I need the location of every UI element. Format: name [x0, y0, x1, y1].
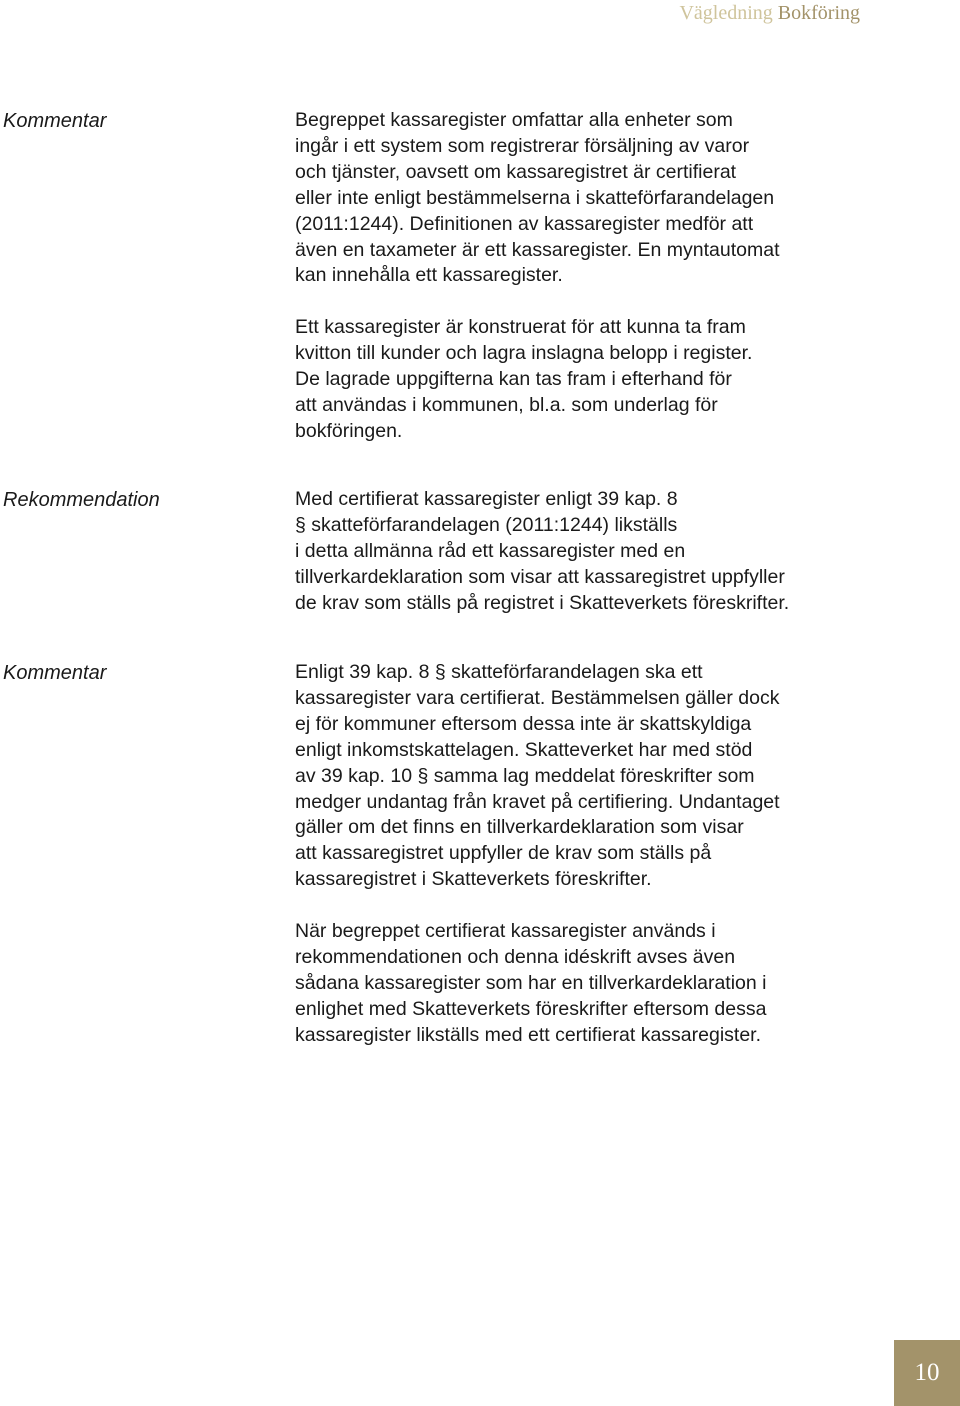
text-line: ej för kommuner eftersom dessa inte är skattskyldiga — [295, 712, 752, 735]
text-line: eller inte enligt bestämmelserna i skatteförfarandelagen — [295, 186, 775, 209]
paragraph — [295, 487, 855, 617]
page-number-box — [894, 1340, 960, 1406]
text-line: även en taxameter är ett kassaregister. En myntautomat — [295, 238, 780, 261]
text-line: de krav som ställs på registret i Skatteverkets föreskrifter. — [295, 591, 790, 614]
text-line: ingår i ett system som registrerar försäljning av varor — [295, 134, 750, 157]
section-body — [295, 487, 855, 617]
text-line: att användas i kommunen, bl.a. som underlag för — [295, 393, 718, 416]
text-line: enlighet med Skatteverkets föreskrifter eftersom dessa — [295, 997, 767, 1020]
text-line: (2011:1244). Definitionen av kassaregister medför att — [295, 212, 754, 235]
text-line: Med certifierat kassaregister enligt 39 kap. 8 — [295, 488, 678, 510]
text-line: kvitton till kunder och lagra inslagna belopp i register. — [295, 342, 753, 365]
text-line: Ett kassaregister är konstruerat för att kunna ta fram — [295, 316, 746, 339]
text-line: När begreppet certifierat kassaregister används i — [295, 920, 716, 943]
text-line: sådana kassaregister som har en tillverkardeklaration i — [295, 971, 767, 994]
header-topic-label: Bokföring — [777, 2, 860, 24]
text-line: rekommendationen och denna idéskrift avses även — [295, 945, 736, 968]
text-line: kan innehålla ett kassaregister. — [295, 264, 563, 287]
text-line: De lagrade uppgifterna kan tas fram i efterhand för — [295, 368, 732, 391]
running-header — [679, 0, 860, 28]
section-label: Kommentar — [3, 110, 107, 132]
section-label: Rekommendation — [3, 489, 160, 511]
text-line: av 39 kap. 10 § samma lag meddelat föreskrifter som — [295, 764, 755, 787]
text-line: gäller om det finns en tillverkardeklaration som visar — [295, 816, 744, 839]
text-line: enligt inkomstskattelagen. Skatteverket har med stöd — [295, 738, 753, 761]
page-number: 10 — [914, 1359, 940, 1386]
header-guide-label: Vägledning — [679, 2, 773, 24]
text-line: kassaregistret i Skatteverkets föreskrifter. — [295, 868, 652, 891]
section-body — [295, 660, 855, 1049]
text-line: i detta allmänna råd ett kassaregister med en — [295, 539, 686, 562]
text-line: Enligt 39 kap. 8 § skatteförfarandelagen ska ett — [295, 661, 703, 683]
text-line: kassaregister vara certifierat. Bestämmelsen gäller dock — [295, 686, 780, 709]
text-line: bokföringen. — [295, 419, 403, 442]
paragraph — [295, 108, 855, 289]
text-line: och tjänster, oavsett om kassaregistret är certifierat — [295, 160, 737, 183]
paragraph — [295, 315, 855, 445]
text-line: kassaregister likställs med ett certifierat kassaregister. — [295, 1023, 762, 1046]
section-body — [295, 108, 855, 445]
text-line: medger undantag från kravet på certifiering. Undantaget — [295, 790, 780, 813]
text-line: tillverkardeklaration som visar att kassaregistret uppfyller — [295, 565, 785, 588]
paragraph — [295, 660, 855, 893]
text-line: att kassaregistret uppfyller de krav som ställs på — [295, 842, 712, 865]
paragraph — [295, 919, 855, 1049]
text-line: Begreppet kassaregister omfattar alla enheter som — [295, 109, 733, 131]
text-line: § skatteförfarandelagen (2011:1244) likställs — [295, 513, 678, 536]
section-label: Kommentar — [3, 662, 107, 684]
